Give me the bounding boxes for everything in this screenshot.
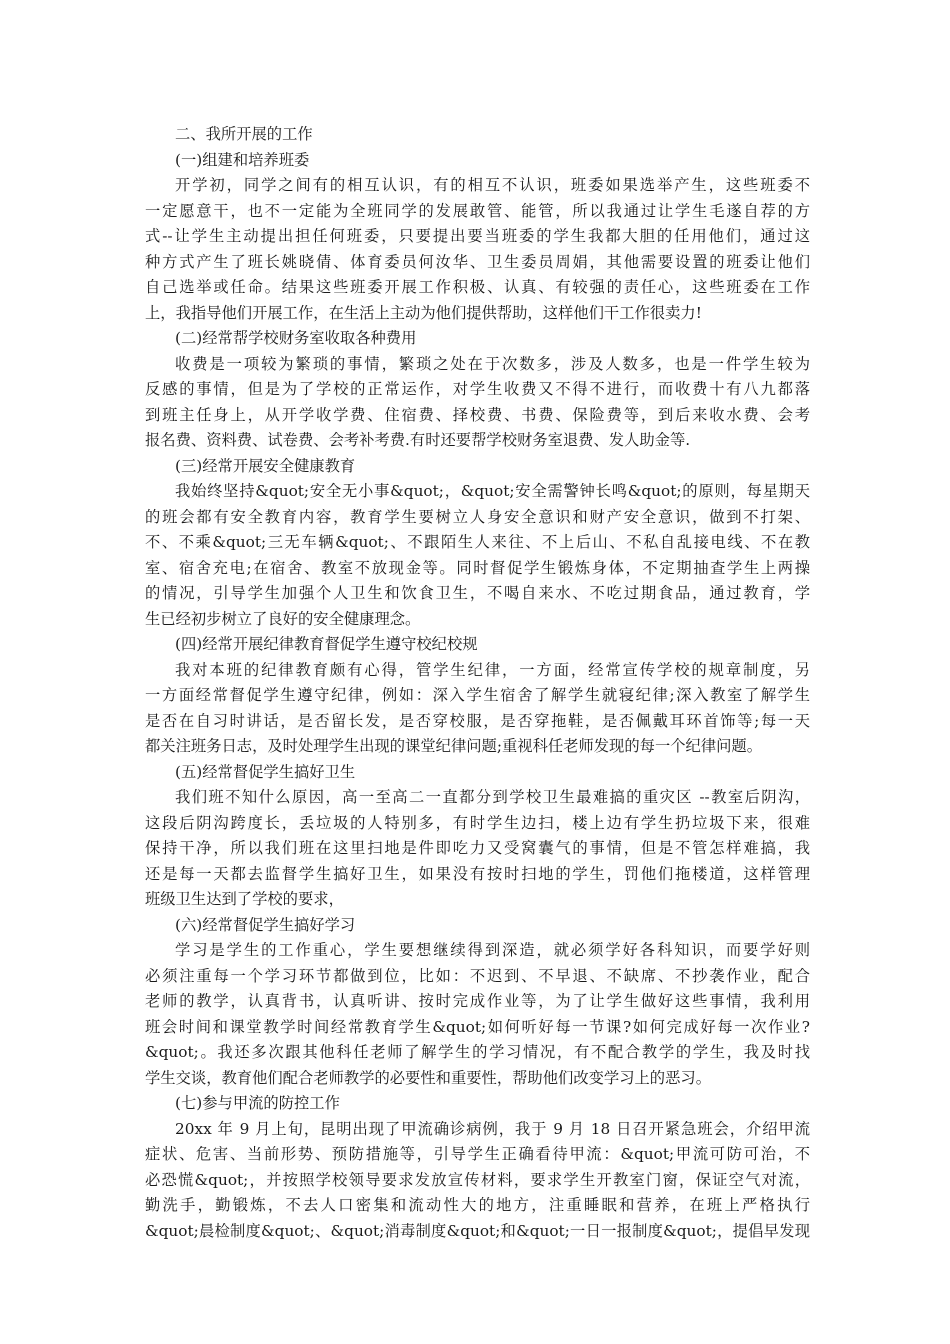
text-line: 症状、危害、当前形势、预防措施等，引导学生正确看待甲流：&quot;甲流可防可治，不 [145, 1145, 810, 1163]
text-line: 一方面经常督促学生遵守纪律，例如：深入学生宿舍了解学生就寝纪律;深入教室了解学生 [145, 686, 810, 704]
text-line: 我对本班的纪律教育颇有心得，管学生纪律，一方面，经常宣传学校的规章制度，另 [175, 660, 810, 679]
text-line: 学习是学生的工作重心，学生要想继续得到深造，就必须学好各科知识，而要学好则 [175, 941, 810, 959]
paragraph [145, 785, 810, 913]
section-heading: (四)经常开展纪律教育督促学生遵守校纪校规 [175, 635, 478, 653]
text-line: 学生交谈，教育他们配合老师教学的必要性和重要性，帮助他们改变学习上的恶习。 [145, 1068, 711, 1087]
text-line: 保持干净，所以我们班在这里扫地是件即吃力又受窝囊气的事情，但是不管怎样难搞，我 [145, 839, 810, 857]
text-line: 必须注重每一个学习环节都做到位，比如：不迟到、不早退、不缺席、不抄袭作业，配合 [145, 966, 810, 985]
text-line: 上，我指导他们开展工作，在生活上主动为他们提供帮助，这样他们干工作很卖力! [145, 303, 702, 322]
text-line: 勤洗手，勤锻炼，不去人口密集和流动性大的地方，注重睡眠和营养，在班上严格执行 [145, 1196, 810, 1214]
paragraph [145, 658, 810, 760]
text-line: 开学初，同学之间有的相互认识，有的相互不认识，班委如果选举产生，这些班委不 [175, 176, 810, 194]
section-heading: (七)参与甲流的防控工作 [175, 1094, 340, 1112]
text-line: 生已经初步树立了良好的安全健康理念。 [145, 609, 421, 628]
text-line: 我始终坚持&quot;安全无小事&quot;，&quot;安全需警钟长鸣&quot;的原则，每星期天 [175, 482, 810, 500]
section-heading: (三)经常开展安全健康教育 [175, 456, 356, 475]
document-body [145, 122, 810, 1244]
text-line: 这段后阴沟跨度长，丢垃圾的人特别多，有时学生边扫，楼上边有学生扔垃圾下来，很难 [145, 813, 810, 832]
text-line: 班会时间和课堂教学时间经常教育学生&quot;如何听好每一节课?如何完成好每一次作业? [145, 1017, 810, 1036]
paragraph [145, 938, 810, 1091]
section-heading: 二、我所开展的工作 [175, 125, 313, 143]
text-line: 一定愿意干，也不一定能为全班同学的发展敢管、能管，所以我通过让学生毛遂自荐的方 [145, 201, 810, 220]
text-line: 反感的事情，但是为了学校的正常运作，对学生收费又不得不进行，而收费十有八九都落 [145, 380, 810, 398]
paragraph [145, 173, 810, 326]
text-line: 的情况，引导学生加强个人卫生和饮食卫生，不喝自来水、不吃过期食品，通过教育，学 [145, 584, 810, 602]
text-line: 室、宿舍充电;在宿舍、教室不放现金等。同时督促学生锻炼身体，不定期抽查学生上两操 [145, 558, 810, 577]
text-line: 20xx 年 9 月上旬，昆明出现了甲流确诊病例，我于 9 月 18 日召开紧急班会，介绍甲流 [175, 1119, 810, 1138]
text-line: 都关注班务日志，及时处理学生出现的课堂纪律问题;重视科任老师发现的每一个纪律问题。 [145, 737, 763, 755]
text-line: 收费是一项较为繁琐的事情，繁琐之处在于次数多，涉及人数多，也是一件学生较为 [175, 354, 810, 373]
text-line: 自己选举或任命。结果这些班委开展工作积极、认真、有较强的责任心，这些班委在工作 [145, 278, 810, 296]
section-heading: (一)组建和培养班委 [175, 150, 310, 169]
text-line: 班级卫生达到了学校的要求， [145, 890, 344, 908]
text-line: 老师的教学，认真背书，认真听讲、按时完成作业等，为了让学生做好这些事情，我利用 [145, 992, 810, 1010]
text-line: 的班会都有安全教育内容，教育学生要树立人身安全意识和财产安全意识，做到不打架、 [145, 507, 810, 526]
text-line: 还是每一天都去监督学生搞好卫生，如果没有按时扫地的学生，罚他们拖楼道，这样管理 [145, 864, 810, 883]
text-line: 我们班不知什么原因，高一至高二一直都分到学校卫生最难搞的重灾区 --教室后阴沟， [175, 788, 810, 806]
text-line: 式--让学生主动提出担任何班委，只要提出要当班委的学生我都大胆的任用他们，通过这 [145, 227, 810, 245]
section-heading: (二)经常帮学校财务室收取各种费用 [175, 329, 417, 347]
text-line: 种方式产生了班长姚晓倩、体育委员何汝华、卫生委员周娟，其他需要设置的班委让他们 [145, 252, 810, 271]
section-heading: (六)经常督促学生搞好学习 [175, 915, 356, 934]
paragraph [145, 352, 810, 454]
text-line: 必恐慌&quot;，并按照学校领导要求发放宣传材料，要求学生开教室门窗，保证空气对流， [145, 1170, 810, 1189]
text-line: 是否在自习时讲话，是否留长发，是否穿校服，是否穿拖鞋，是否佩戴耳环首饰等;每一天 [145, 711, 810, 730]
text-line: &quot;晨检制度&quot;、&quot;消毒制度&quot;和&quot;一日一报制度&quot;，提倡早发现 [145, 1221, 810, 1240]
text-line: 报名费、资料费、试卷费、会考补考费.有时还要帮学校财务室退费、发人助金等. [145, 431, 691, 449]
paragraph [145, 479, 810, 632]
text-line: 到班主任身上，从开学收学费、住宿费、择校费、书费、保险费等，到后来收水费、会考 [145, 405, 810, 424]
section-heading: (五)经常督促学生搞好卫生 [175, 762, 356, 781]
text-line: &quot;。我还多次跟其他科任老师了解学生的学习情况，有不配合教学的学生，我及时找 [145, 1043, 810, 1061]
text-line: 不、不乘&quot;三无车辆&quot;、不跟陌生人来往、不上后山、不私自乱接电线、不在教 [145, 533, 810, 551]
paragraph [145, 1117, 810, 1245]
